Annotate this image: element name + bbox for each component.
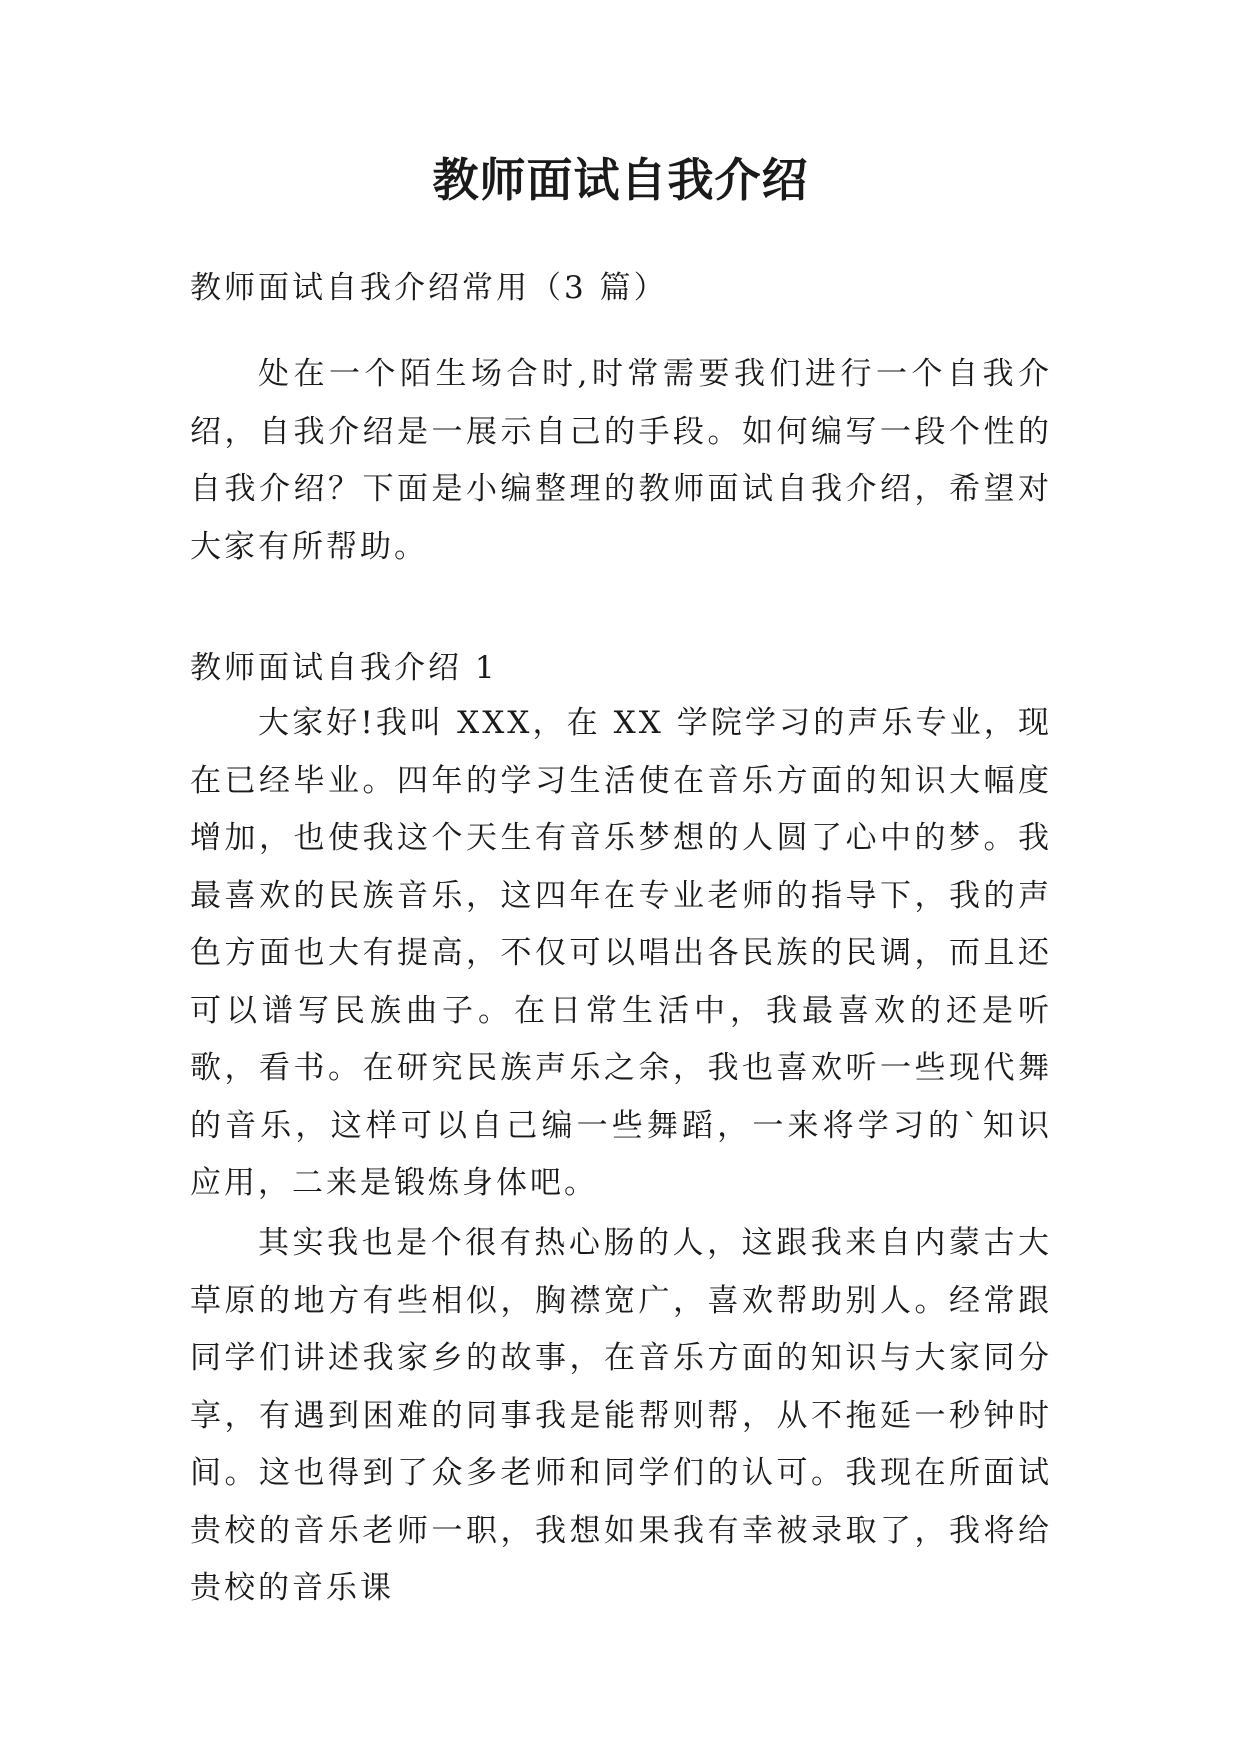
- section-heading: 教师面试自我介绍 1: [190, 650, 498, 686]
- intro-paragraph: 处在一个陌生场合时,时常需要我们进行一个自我介绍，自我介绍是一展示自己的手段。如何编写一段个性的自我介绍？下面是小编整理的教师面试自我介绍，希望对大家有所帮助。: [190, 356, 1052, 565]
- section-paragraph: 其实我也是个很有热心肠的人，这跟我来自内蒙古大草原的地方有些相似，胸襟宽广，喜欢帮助别人。经常跟同学们讲述我家乡的故事，在音乐方面的知识与大家同分享，有遇到困难的同事我是能帮则帮，从不拖延一秒钟时间。这也得到了众多老师和同学们的认可。我现在所面试贵校的音乐老师一职，我想如果我有幸被录取了，我将给贵校的音乐课: [190, 1225, 1052, 1606]
- document-title: 教师面试自我介绍: [432, 153, 809, 207]
- section-paragraph: 大家好!我叫 XXX，在 XX 学院学习的声乐专业，现在已经毕业。四年的学习生活使在音乐方面的知识大幅度增加，也使我这个天生有音乐梦想的人圆了心中的梦。我最喜欢的民族音乐，这四年在专业老师的指导下，我的声色方面也大有提高，不仅可以唱出各民族的民调，而且还可以谱写民族曲子。在日常生活中，我最喜欢的还是听歌，看书。在研究民族声乐之余，我也喜欢听一些现代舞的音乐，这样可以自己编一些舞蹈，一来将学习的`知识应用，二来是锻炼身体吧。: [190, 705, 1052, 1201]
- document-subtitle: 教师面试自我介绍常用（3 篇）: [190, 270, 668, 306]
